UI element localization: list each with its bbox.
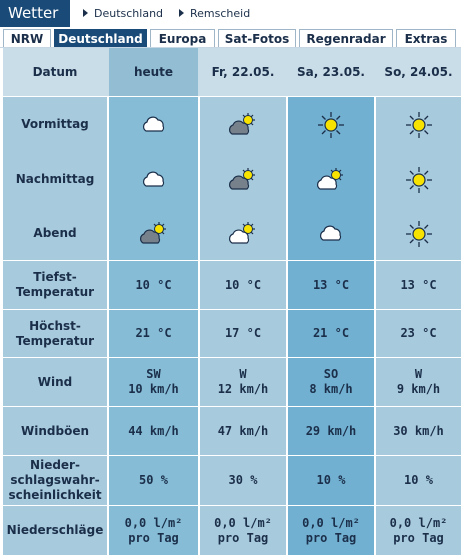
value-cell: 10 % [404, 473, 433, 487]
weather-cell [200, 97, 286, 152]
precip-cell: 0,0 l/m² pro Tag [124, 515, 183, 545]
wind-cell: W 9 km/h [396, 367, 441, 396]
arrow-right-icon [83, 9, 88, 17]
precip-cell: 0,0 l/m² pro Tag [214, 515, 272, 545]
value-cell: 21 °C [312, 326, 350, 340]
cloud-icon [139, 110, 169, 140]
wind-cell: W 12 km/h [217, 367, 269, 396]
row-label-vormittag: Vormittag [21, 117, 89, 131]
cloud-icon [316, 219, 346, 249]
weather-cell [200, 207, 286, 260]
breadcrumb-link-deutschland[interactable]: Deutschland [83, 0, 163, 27]
value-cell: 30 km/h [393, 423, 444, 438]
value-cell: 30 % [228, 473, 258, 487]
row-label-niederschlagswahrscheinlichkeit: Nieder- schlagswahr- scheinlichkeit [8, 458, 102, 502]
row-label-hoechst: Höchst- Temperatur [15, 318, 95, 348]
tab-nrw[interactable]: NRW [3, 29, 51, 47]
tab-europa[interactable]: Europa [150, 29, 215, 47]
row-label-niederschlaege: Niederschläge [6, 523, 104, 537]
value-cell: 13 °C [312, 277, 350, 292]
value-cell: 13 °C [400, 277, 437, 292]
value-cell: 50 % [139, 473, 168, 487]
cloud-sun-icon [316, 165, 346, 195]
sun-icon [404, 219, 434, 249]
value-cell: 29 km/h [305, 423, 357, 438]
row-label-windboeen: Windböen [21, 423, 89, 438]
cloud-sun-icon [228, 219, 258, 249]
cloud-sun-dark-icon [228, 165, 258, 195]
header-day-so: So, 24.05. [384, 64, 453, 79]
value-cell: 10 °C [224, 277, 262, 292]
header-day-fr: Fr, 22.05. [211, 64, 275, 79]
cloud-icon [139, 165, 169, 195]
value-cell: 44 km/h [128, 423, 179, 438]
weather-cell [288, 97, 374, 152]
value-cell: 23 °C [400, 326, 437, 340]
sun-icon [404, 165, 434, 195]
weather-cell [109, 97, 198, 152]
tab-deutschland[interactable]: Deutschland [54, 29, 147, 47]
value-cell: 10 % [316, 473, 346, 487]
forecast-table [3, 48, 461, 555]
header-day-today: heute [133, 64, 174, 79]
row-label-wind: Wind [37, 374, 73, 389]
tab-bar [0, 29, 461, 48]
weather-cell [288, 152, 374, 207]
header-datum: Datum [32, 64, 78, 79]
arrow-right-icon [179, 9, 184, 17]
sun-icon [404, 110, 434, 140]
wind-cell: SW 10 km/h [128, 367, 179, 396]
header-day-sa: Sa, 23.05. [297, 64, 365, 79]
precip-cell: 0,0 l/m² pro Tag [389, 515, 448, 545]
value-cell: 10 °C [135, 277, 172, 292]
tab-regenradar[interactable]: Regenradar [299, 29, 393, 47]
row-label-abend: Abend [33, 226, 77, 240]
weather-cell [109, 207, 198, 260]
precip-cell: 0,0 l/m² pro Tag [302, 515, 360, 545]
cloud-sun-dark-icon [228, 110, 258, 140]
sun-icon [316, 110, 346, 140]
cloud-sun-dark-icon [139, 219, 169, 249]
wind-cell: SO 8 km/h [309, 367, 353, 396]
weather-cell [288, 207, 374, 260]
breadcrumb [0, 0, 461, 27]
brand-title: Wetter [0, 0, 70, 27]
row-label-nachmittag: Nachmittag [15, 172, 95, 186]
weather-cell [109, 152, 198, 207]
row-label-tiefst: Tiefst- Temperatur [15, 270, 95, 299]
weather-cell [376, 152, 461, 207]
breadcrumb-link-remscheid[interactable]: Remscheid [179, 0, 250, 27]
tab-extras[interactable]: Extras [396, 29, 456, 47]
tab-sat-fotos[interactable]: Sat-Fotos [218, 29, 296, 47]
value-cell: 17 °C [224, 326, 262, 340]
weather-cell [376, 207, 461, 260]
weather-cell [376, 97, 461, 152]
weather-cell [200, 152, 286, 207]
value-cell: 21 °C [135, 326, 172, 340]
value-cell: 47 km/h [217, 423, 269, 438]
